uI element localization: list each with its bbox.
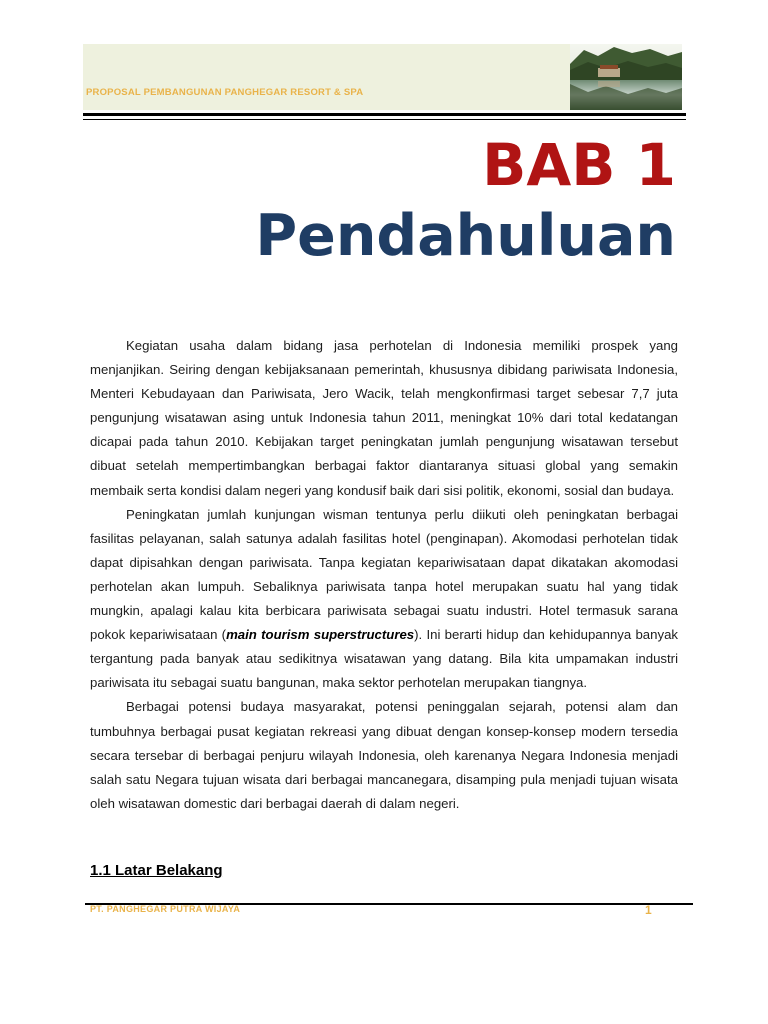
paragraph-2-text-a: Peningkatan jumlah kunjungan wisman tentunya perlu diikuti oleh peningkatan berbagai fasilitas pelayanan, salah satunya adalah fasilitas hotel (penginapan). Akomodasi perhotelan tidak dapat dipisahkan dengan pariwisata. Tanpa kegiatan kepariwisataan dapat dikatakan akomodasi perhotelan akan lumpuh. Sebaliknya pariwisata tanpa hotel merupakan suatu hal yang tidak mungkin, apalagi kalau kita berbicara pariwisata sebagai suatu industri. Hotel termasuk sarana pokok kepariwisataan ( (90, 506, 678, 643)
paragraph-3: Berbagai potensi budaya masyarakat, potensi peninggalan sejarah, potensi alam dan tumbuhnya berbagai pusat kegiatan rekreasi yang dibuat dengan konsep-konsep modern tersedia secara tersebar di berbagai penjuru wilayah Indonesia, oleh karenanya Negara Indonesia menjadi salah satu Negara tujuan wisata dari berbagai mancanegara, disamping pula menjadi tujuan wisata oleh wisatawan domestic dari berbagai daerah di dalam negeri. (90, 699, 678, 811)
footer-company: PT. PANGHEGAR PUTRA WIJAYA (90, 904, 241, 914)
chapter-title: Pendahuluan (255, 203, 676, 269)
paragraph-2-text-b: ). Ini berarti hidup dan kehidupannya banyak tergantung pada banyak atau sedikitnya wisatawan yang datang. Bila kita umpamakan industri pariwisata itu sebagai suatu bangunan, maka sektor perhotelan merupakan tiangnya. (90, 627, 678, 691)
paragraph-1: Kegiatan usaha dalam bidang jasa perhotelan di Indonesia memiliki prospek yang menjanjikan. Seiring dengan kebijaksanaan pemerintah, khususnya dibidang pariwisata Indonesia, Menteri Kebudayaan dan Pariwisata, Jero Wacik, telah mengkonfirmasi target sebesar 7,7 juta pengunjung wisatawan asing untuk Indonesia tahun 2011, meningkat 10% dari total kedatangan dicapai pada tahun 2010. Kebijakan target peningkatan jumlah pengunjung wisatawan tersebut dibuat setelah mempertimbangkan berbagai faktor diantaranya situasi global yang semakin membaik serta kondisi dalam negeri yang kondusif baik dari sisi politik, ekonomi, sosial dan budaya. (90, 338, 678, 498)
body-text (90, 334, 678, 816)
section-heading: 1.1 Latar Belakang (90, 862, 223, 879)
header-rule-thin (83, 119, 686, 120)
paragraph-2-emphasis: main tourism superstructures (226, 627, 415, 643)
paragraph-2 (90, 503, 678, 696)
header-rule-thick (83, 113, 686, 116)
chapter-number: BAB 1 (482, 131, 676, 199)
header-title: PROPOSAL PEMBANGUNAN PANGHEGAR RESORT & SPA (86, 87, 364, 98)
resort-lake-photo-icon (570, 44, 682, 110)
page-number: 1 (645, 903, 652, 917)
